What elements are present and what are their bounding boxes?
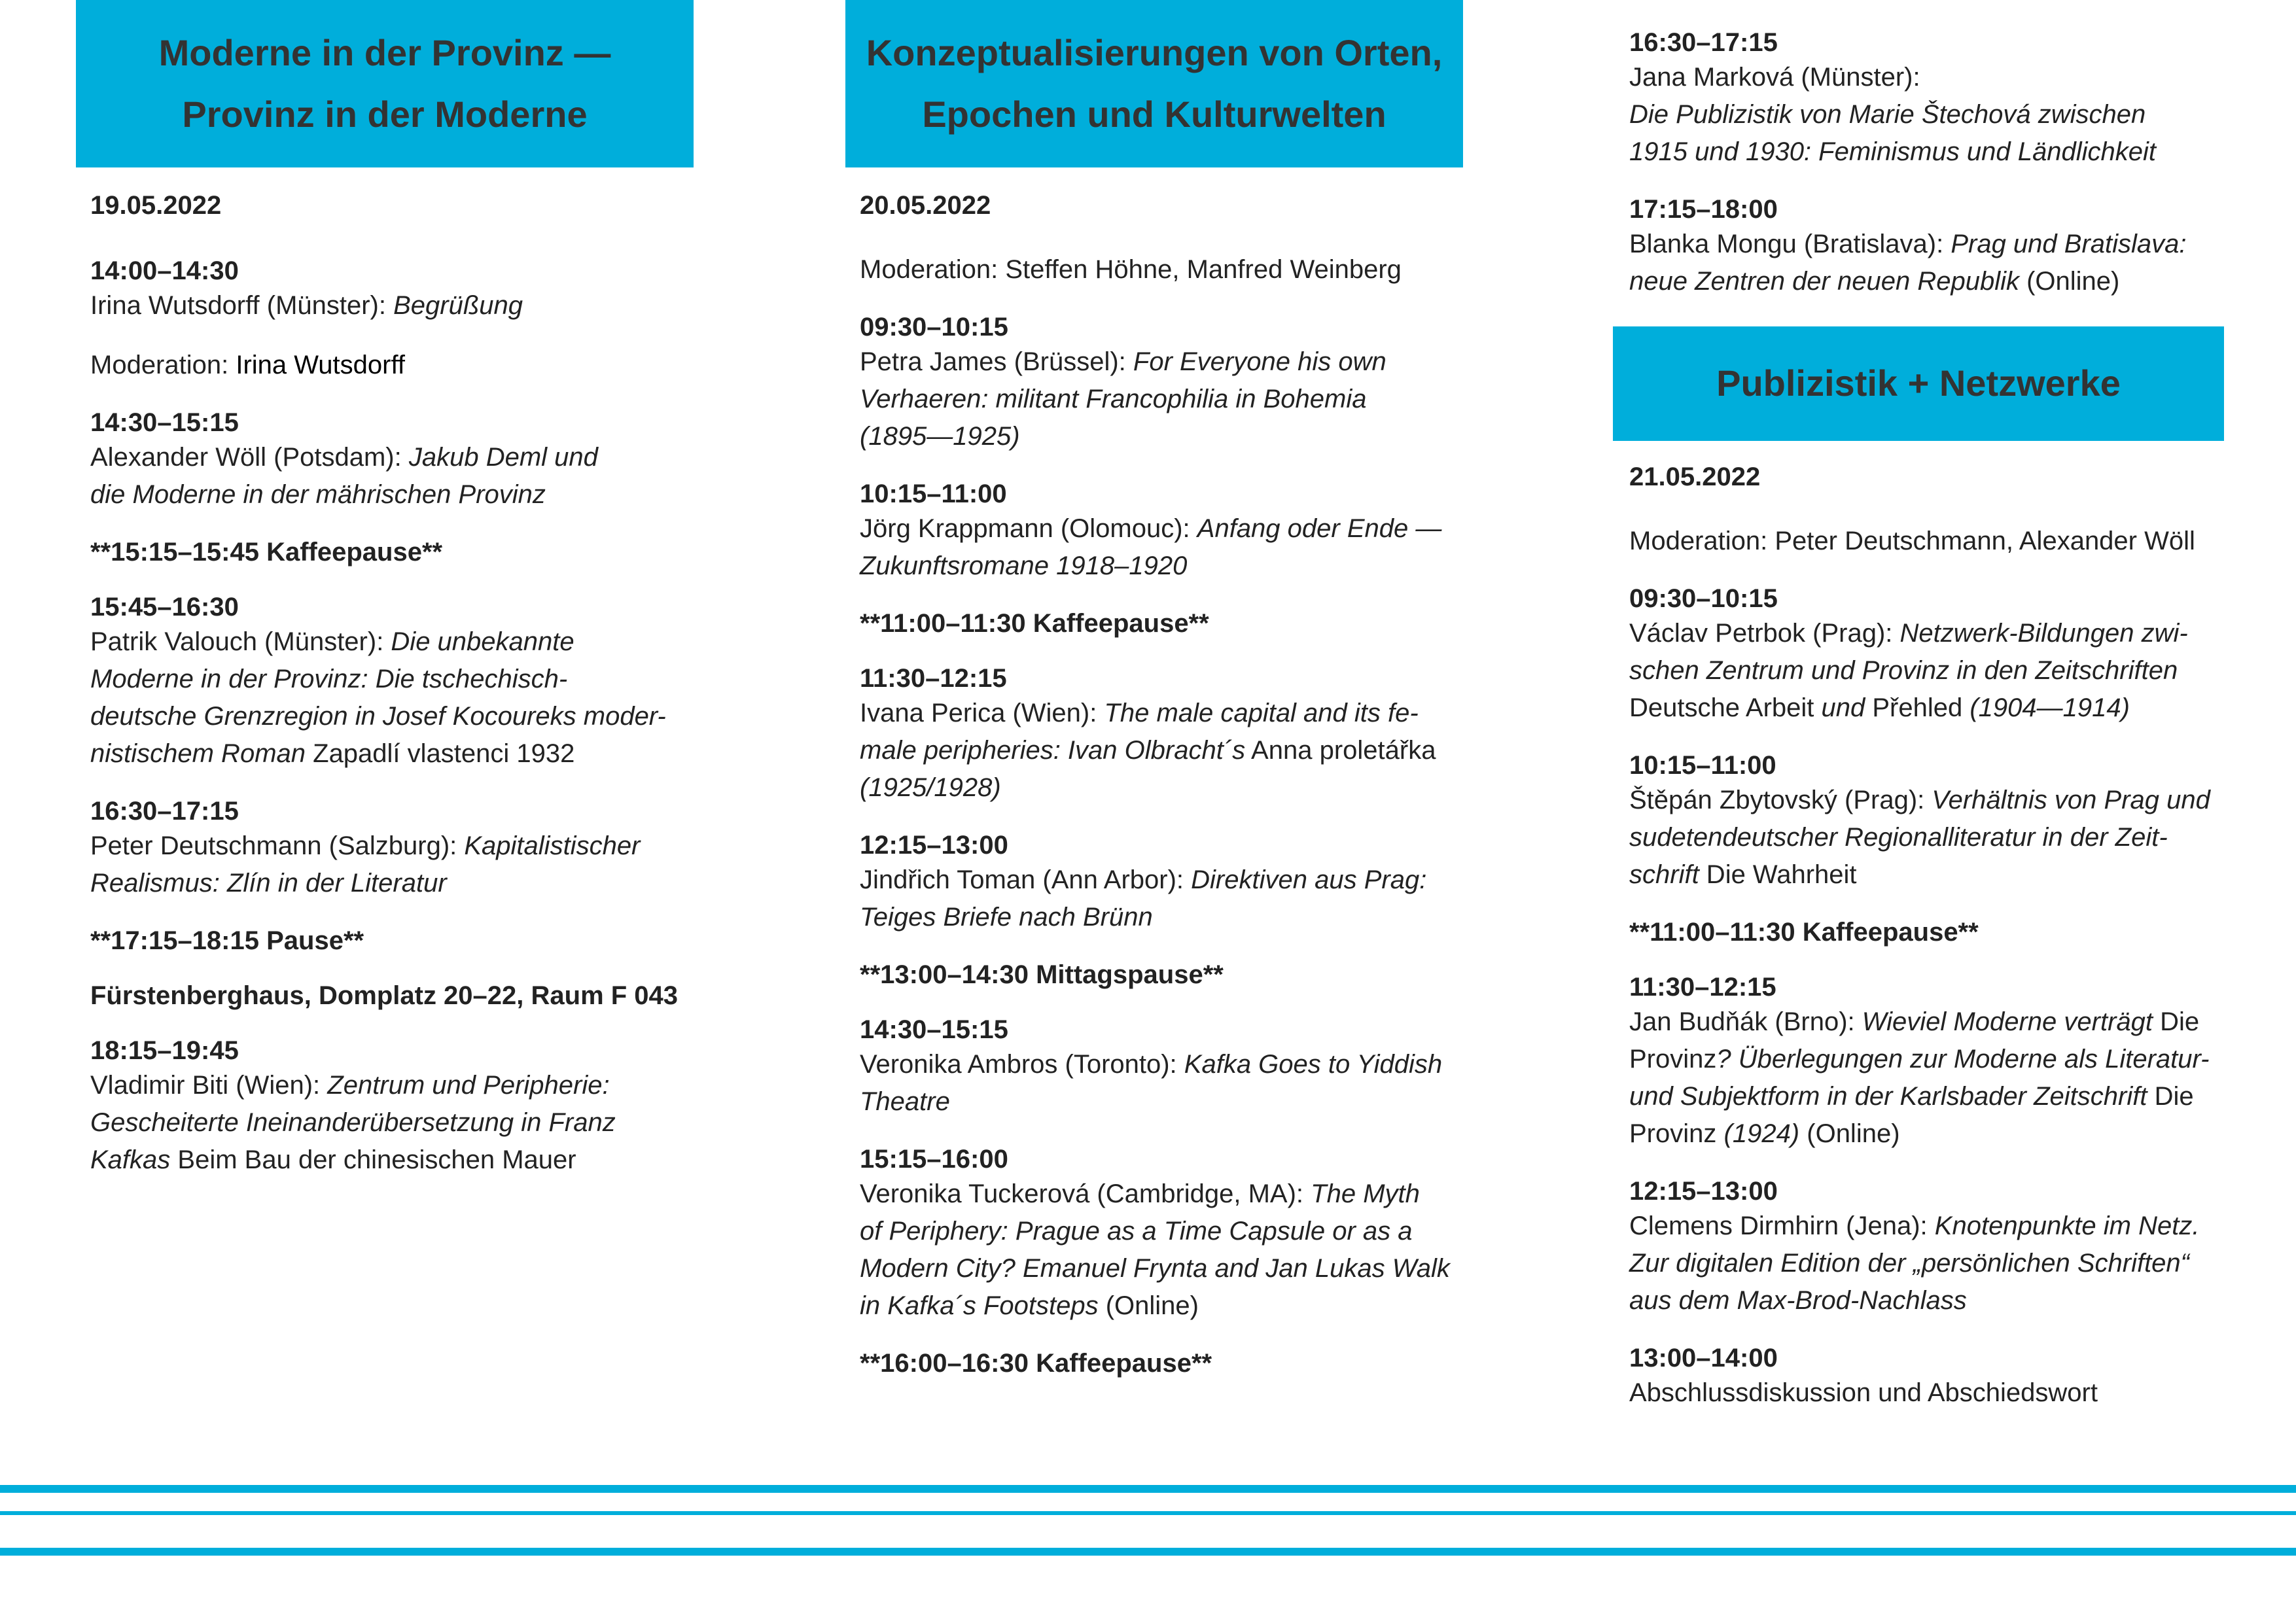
session-time: 14:00–14:30 bbox=[90, 256, 239, 285]
section-header-line-1: Moderne in der Provinz — bbox=[158, 32, 611, 73]
break-label: **11:00–11:30 Kaffeepause** bbox=[1629, 918, 1979, 947]
session-time: 09:30–10:15 bbox=[1629, 584, 1778, 613]
session-time: 18:15–19:45 bbox=[90, 1036, 239, 1065]
session-text: Clemens Dirmhirn (Jena): Knotenpunkte im Netz. Zur digitalen Edition der „persönlichen Schriften“ aus dem Max-Brod-Nachlass bbox=[1629, 1212, 2200, 1315]
session-time: 10:15–11:00 bbox=[1629, 751, 1776, 780]
session-time: 10:15–11:00 bbox=[860, 480, 1007, 508]
session-item bbox=[1629, 26, 2230, 171]
session-item bbox=[90, 406, 691, 514]
moderation: Moderation: Steffen Höhne, Manfred Weinberg bbox=[860, 255, 1402, 284]
section-header-moderne bbox=[76, 0, 694, 167]
session-item bbox=[1629, 971, 2230, 1153]
session-text: Jan Budňák (Brno): Wieviel Moderne verträgt Die Provinz? Überlegungen zur Moderne als Literatur- und Subjektform in der Karlsbader Zeitschrift Die Provinz (1924) (Online) bbox=[1629, 1007, 2210, 1148]
column-day-2 bbox=[845, 0, 1467, 1380]
session-text: Blanka Mongu (Bratislava): Prag und Bratislava: neue Zentren der neuen Republik (Online) bbox=[1629, 230, 2187, 296]
session-time: 11:30–12:15 bbox=[1629, 973, 1776, 1002]
session-item bbox=[90, 795, 691, 902]
section-header-line-2: Provinz in der Moderne bbox=[182, 94, 588, 135]
section-header-publizistik: Publizistik + Netzwerke bbox=[1613, 326, 2224, 441]
session-text: Jana Marková (Münster): Die Publizistik von Marie Štechová zwischen 1915 und 1930: Feminismus und Ländlichkeit bbox=[1629, 63, 2156, 166]
break-label: **17:15–18:15 Pause** bbox=[90, 926, 364, 955]
session-item bbox=[90, 254, 691, 324]
session-text: Patrik Valouch (Münster): Die unbekannte Moderne in der Provinz: Die tschechisch- deutsche Grenzregion in Josef Kocoureks moder- nistischem Roman Zapadlí vlastenci 1932 bbox=[90, 627, 666, 768]
session-text: Peter Deutschmann (Salzburg): Kapitalistischer Realismus: Zlín in der Literatur bbox=[90, 831, 641, 898]
session-time: 09:30–10:15 bbox=[860, 313, 1008, 341]
footer-rule-2 bbox=[0, 1511, 2296, 1515]
session-text: Jörg Krappmann (Olomouc): Anfang oder Ende — Zukunftsromane 1918–1920 bbox=[860, 514, 1442, 580]
session-item bbox=[860, 829, 1460, 936]
session-time: 14:30–15:15 bbox=[90, 408, 239, 437]
session-item bbox=[860, 311, 1460, 455]
day-date: 21.05.2022 bbox=[1629, 462, 1761, 491]
session-text: Veronika Ambros (Toronto): Kafka Goes to Yiddish Theatre bbox=[860, 1050, 1443, 1116]
session-text: Ivana Perica (Wien): The male capital and its fe- male peripheries: Ivan Olbracht´s Anna proletářka (1925/1928) bbox=[860, 699, 1436, 802]
session-text: Štěpán Zbytovský (Prag): Verhältnis von Prag und sudetendeutscher Regionalliteratur in der Zeit- schrift Die Wahrheit bbox=[1629, 786, 2210, 889]
session-text: Václav Petrbok (Prag): Netzwerk-Bildungen zwi- schen Zentrum und Provinz in den Zeitschriften Deutsche Arbeit und Přehled (1904—1914) bbox=[1629, 619, 2188, 722]
break-label: **15:15–15:45 Kaffeepause** bbox=[90, 538, 443, 567]
session-text: Veronika Tuckerová (Cambridge, MA): The Myth of Periphery: Prague as a Time Capsule or as a Modern City? Emanuel Frynta and Jan Lukas Walk in Kafka´s Footsteps (Online) bbox=[860, 1179, 1450, 1320]
column-day-1 bbox=[76, 0, 698, 1179]
section-header-line-2: Epochen und Kulturwelten bbox=[922, 94, 1386, 135]
session-item bbox=[1629, 193, 2230, 300]
break-label: **16:00–16:30 Kaffeepause** bbox=[860, 1349, 1212, 1378]
session-item bbox=[860, 478, 1460, 585]
session-time: 14:30–15:15 bbox=[860, 1015, 1008, 1044]
session-time: 16:30–17:15 bbox=[90, 797, 239, 826]
session-time: 17:15–18:00 bbox=[1629, 195, 1778, 224]
section-header-line-1: Konzeptualisierungen von Orten, bbox=[866, 32, 1443, 73]
session-time: 12:15–13:00 bbox=[860, 831, 1008, 860]
session-text: Jindřich Toman (Ann Arbor): Direktiven aus Prag: Teiges Briefe nach Brünn bbox=[860, 865, 1427, 932]
section-header-konzeptualisierungen bbox=[845, 0, 1463, 167]
moderation: Moderation: Peter Deutschmann, Alexander Wöll bbox=[1629, 527, 2195, 555]
break-label: **11:00–11:30 Kaffeepause** bbox=[860, 609, 1209, 638]
session-time: 16:30–17:15 bbox=[1629, 28, 1778, 57]
session-text: Vladimir Biti (Wien): Zentrum und Peripherie: Gescheiterte Ineinanderübersetzung in Franz Kafkas Beim Bau der chinesischen Mauer bbox=[90, 1071, 616, 1174]
session-text: Alexander Wöll (Potsdam): Jakub Deml und die Moderne in der mährischen Provinz bbox=[90, 443, 598, 509]
session-time: 13:00–14:00 bbox=[1629, 1344, 1778, 1372]
session-time: 15:45–16:30 bbox=[90, 593, 239, 621]
footer-rule-3 bbox=[0, 1548, 2296, 1556]
session-time: 12:15–13:00 bbox=[1629, 1177, 1778, 1206]
session-item bbox=[1629, 1175, 2230, 1319]
session-item bbox=[860, 662, 1460, 807]
session-text: Abschlussdiskussion und Abschiedswort bbox=[1629, 1378, 2098, 1407]
session-item bbox=[1629, 582, 2230, 727]
session-text: Irina Wutsdorff (Münster): Begrüßung bbox=[90, 291, 523, 320]
column-day-3 bbox=[1615, 0, 2236, 1412]
session-item bbox=[1629, 1342, 2230, 1412]
footer-rule-1 bbox=[0, 1485, 2296, 1493]
day-date: 20.05.2022 bbox=[860, 191, 991, 220]
moderation: Moderation: Irina Wutsdorff bbox=[90, 351, 405, 379]
break-label: **13:00–14:30 Mittagspause** bbox=[860, 960, 1224, 989]
session-text: Petra James (Brüssel): For Everyone his own Verhaeren: militant Francophilia in Bohemia (1895—1925) bbox=[860, 347, 1386, 451]
day-date: 19.05.2022 bbox=[90, 191, 222, 220]
session-item bbox=[90, 591, 691, 773]
session-time: 11:30–12:15 bbox=[860, 664, 1007, 693]
venue: Fürstenberghaus, Domplatz 20–22, Raum F 043 bbox=[90, 981, 679, 1010]
session-time: 15:15–16:00 bbox=[860, 1145, 1008, 1174]
session-item bbox=[860, 1143, 1460, 1325]
session-item bbox=[860, 1013, 1460, 1121]
session-item bbox=[1629, 749, 2230, 894]
session-item bbox=[90, 1034, 691, 1179]
